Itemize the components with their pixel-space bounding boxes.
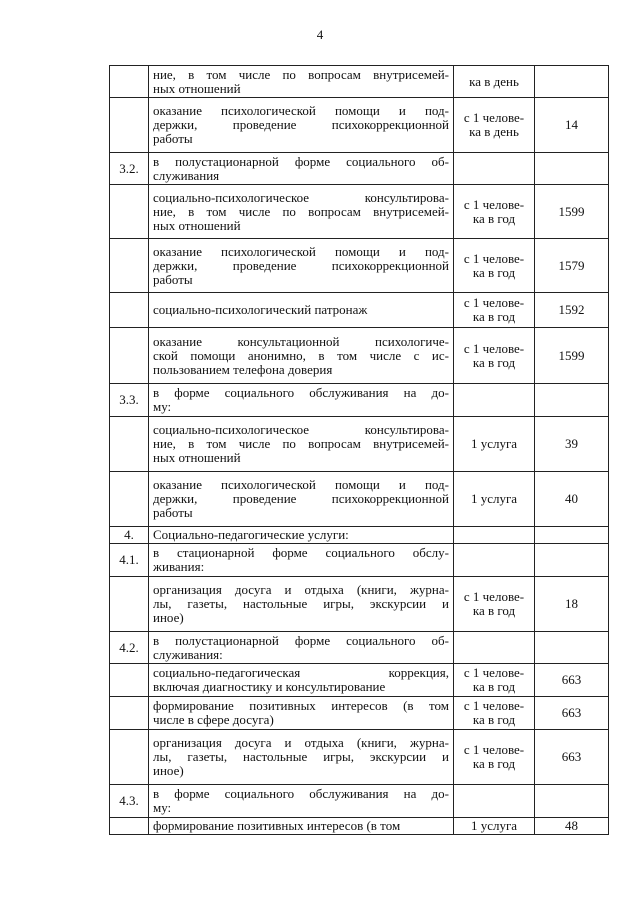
service-description-cell (149, 239, 454, 293)
table-row (110, 293, 609, 328)
description-line: работы (153, 131, 193, 146)
table-row (110, 384, 609, 417)
description-line: формирование позитивных интересов (в том (153, 698, 449, 713)
description-line: пользованием телефона доверия (153, 361, 333, 377)
unit-cell (454, 577, 535, 632)
description-line: в полустационарной форме социального об- (153, 632, 449, 648)
table-row (110, 66, 609, 98)
description-line: му: (153, 800, 172, 815)
row-number-cell (110, 328, 149, 384)
value-cell (535, 632, 609, 664)
service-description-cell (149, 328, 454, 384)
description-line: держки, проведение психокоррекционной (153, 257, 449, 273)
unit-cell (454, 153, 535, 185)
row-number-cell (110, 577, 149, 632)
row-number-cell (110, 417, 149, 472)
description-line: числе в сфере досуга) (153, 712, 274, 727)
unit-line: с 1 челове- (463, 250, 525, 266)
description-line: социально-психологическое консультирова- (153, 189, 449, 205)
services-table-body (110, 66, 609, 835)
description-line: ных отношений (153, 450, 241, 465)
unit-line: ка в день (469, 124, 519, 139)
unit-cell (454, 328, 535, 384)
description-line: работы (153, 271, 193, 287)
table-row (110, 239, 609, 293)
table-row (110, 730, 609, 785)
value-cell: 40 (535, 472, 609, 527)
unit-cell (454, 293, 535, 328)
description-line: оказание психологической помощи и под- (153, 243, 449, 259)
row-number-cell: 4. (110, 527, 149, 544)
unit-line: 1 услуга (470, 818, 518, 833)
description-line: Социально-педагогические услуги: (153, 527, 349, 542)
unit-line: с 1 челове- (463, 196, 525, 212)
unit-line: ка в год (472, 264, 516, 280)
description-line: организация досуга и отдыха (книги, журна- (153, 735, 449, 750)
unit-line: с 1 челове- (463, 295, 525, 310)
description-line: оказание консультационной психологиче- (153, 333, 449, 349)
table-row (110, 577, 609, 632)
value-cell: 663 (535, 730, 609, 785)
unit-cell (454, 818, 535, 835)
service-description-cell (149, 185, 454, 239)
unit-line: 1 услуга (470, 436, 518, 451)
service-description-cell (149, 417, 454, 472)
unit-line: с 1 челове- (463, 340, 525, 356)
value-cell: 1599 (535, 185, 609, 239)
unit-cell (454, 384, 535, 417)
unit-cell (454, 697, 535, 730)
table-row (110, 328, 609, 384)
value-cell (535, 384, 609, 417)
unit-cell (454, 785, 535, 818)
description-line: ние, в том числе по вопросам внутрисемей- (153, 66, 449, 82)
unit-line: 1 услуга (470, 491, 518, 506)
unit-line: ка в год (472, 603, 516, 618)
value-cell (535, 544, 609, 577)
value-cell: 1599 (535, 328, 609, 384)
value-cell (535, 785, 609, 818)
description-line: му: (153, 399, 172, 414)
unit-cell (454, 98, 535, 153)
row-number-cell (110, 293, 149, 328)
description-line: в форме социального обслуживания на до- (153, 786, 449, 801)
row-number-cell (110, 239, 149, 293)
description-line: лы, газеты, настольные игры, экскурсии и (153, 596, 449, 611)
service-description-cell (149, 472, 454, 527)
service-description-cell (149, 293, 454, 328)
description-line: оказание психологической помощи и под- (153, 103, 449, 118)
unit-cell (454, 185, 535, 239)
value-cell: 14 (535, 98, 609, 153)
table-row (110, 417, 609, 472)
description-line: в стационарной форме социального обслу- (153, 545, 449, 560)
value-cell: 18 (535, 577, 609, 632)
description-line: ние, в том числе по вопросам внутрисемей- (153, 203, 449, 219)
value-cell (535, 66, 609, 98)
unit-line: ка в год (472, 354, 516, 370)
description-line: формирование позитивных интересов (в том (153, 818, 401, 833)
unit-cell (454, 544, 535, 577)
value-cell: 1579 (535, 239, 609, 293)
unit-line: ка в год (472, 756, 516, 771)
table-row (110, 98, 609, 153)
description-line: включая диагностику и консультирование (153, 679, 386, 694)
unit-cell (454, 664, 535, 697)
service-description-cell (149, 98, 454, 153)
description-line: в форме социального обслуживания на до- (153, 385, 449, 400)
service-description-cell (149, 697, 454, 730)
service-description-cell (149, 544, 454, 577)
unit-cell (454, 527, 535, 544)
row-number-cell: 3.2. (110, 153, 149, 185)
unit-line: ка в день (469, 73, 519, 89)
services-table (109, 65, 609, 835)
table-row (110, 632, 609, 664)
table-row (110, 785, 609, 818)
row-number-cell: 4.3. (110, 785, 149, 818)
unit-cell (454, 632, 535, 664)
service-description-cell (149, 632, 454, 664)
row-number-cell (110, 664, 149, 697)
unit-line: с 1 челове- (463, 589, 525, 604)
table-row (110, 664, 609, 697)
description-line: держки, проведение психокоррекционной (153, 491, 449, 506)
row-number-cell: 3.3. (110, 384, 149, 417)
row-number-cell (110, 98, 149, 153)
unit-cell (454, 66, 535, 98)
table-row (110, 544, 609, 577)
table-row (110, 472, 609, 527)
row-number-cell: 4.1. (110, 544, 149, 577)
unit-cell (454, 472, 535, 527)
description-line: социально-психологический патронаж (153, 302, 368, 317)
unit-line: ка в год (472, 679, 516, 694)
value-cell: 48 (535, 818, 609, 835)
unit-line: с 1 челове- (463, 110, 525, 125)
description-line: держки, проведение психокоррекционной (153, 117, 449, 132)
service-description-cell (149, 818, 454, 835)
row-number-cell (110, 66, 149, 98)
table-row (110, 153, 609, 185)
description-line: ных отношений (153, 80, 241, 96)
description-line: работы (153, 505, 193, 520)
description-line: социально-психологическое консультирова- (153, 422, 449, 437)
description-line: служивания: (153, 646, 223, 662)
unit-line: ка в год (472, 210, 516, 226)
description-line: организация досуга и отдыха (книги, журна- (153, 582, 449, 597)
unit-cell (454, 730, 535, 785)
page-number: 4 (316, 27, 324, 42)
unit-cell (454, 417, 535, 472)
description-line: социально-педагогическая коррекция, (153, 665, 449, 680)
row-number-cell (110, 697, 149, 730)
row-number-cell (110, 730, 149, 785)
service-description-cell (149, 785, 454, 818)
table-row (110, 185, 609, 239)
description-line: иное) (153, 763, 184, 778)
description-line: служивания (153, 167, 220, 183)
description-line: в полустационарной форме социального об- (153, 153, 449, 169)
table-row (110, 818, 609, 835)
row-number-cell (110, 818, 149, 835)
description-line: живания: (153, 559, 205, 574)
value-cell: 1592 (535, 293, 609, 328)
description-line: оказание психологической помощи и под- (153, 477, 449, 492)
unit-line: ка в год (472, 712, 516, 727)
unit-cell (454, 239, 535, 293)
table-row (110, 697, 609, 730)
description-line: ской помощи анонимно, в том числе с ис- (153, 347, 449, 363)
unit-line: ка в год (472, 309, 516, 324)
description-line: лы, газеты, настольные игры, экскурсии и (153, 749, 449, 764)
row-number-cell: 4.2. (110, 632, 149, 664)
unit-line: с 1 челове- (463, 742, 525, 757)
row-number-cell (110, 472, 149, 527)
value-cell: 663 (535, 697, 609, 730)
service-description-cell (149, 153, 454, 185)
description-line: ных отношений (153, 217, 241, 233)
value-cell: 663 (535, 664, 609, 697)
description-line: иное) (153, 610, 184, 625)
row-number-cell (110, 185, 149, 239)
service-description-cell (149, 66, 454, 98)
service-description-cell (149, 527, 454, 544)
table-row (110, 527, 609, 544)
value-cell (535, 527, 609, 544)
unit-line: с 1 челове- (463, 698, 525, 713)
service-description-cell (149, 577, 454, 632)
unit-line: с 1 челове- (463, 665, 525, 680)
service-description-cell (149, 730, 454, 785)
description-line: ние, в том числе по вопросам внутрисемей- (153, 436, 449, 451)
service-description-cell (149, 384, 454, 417)
value-cell (535, 153, 609, 185)
value-cell: 39 (535, 417, 609, 472)
service-description-cell (149, 664, 454, 697)
